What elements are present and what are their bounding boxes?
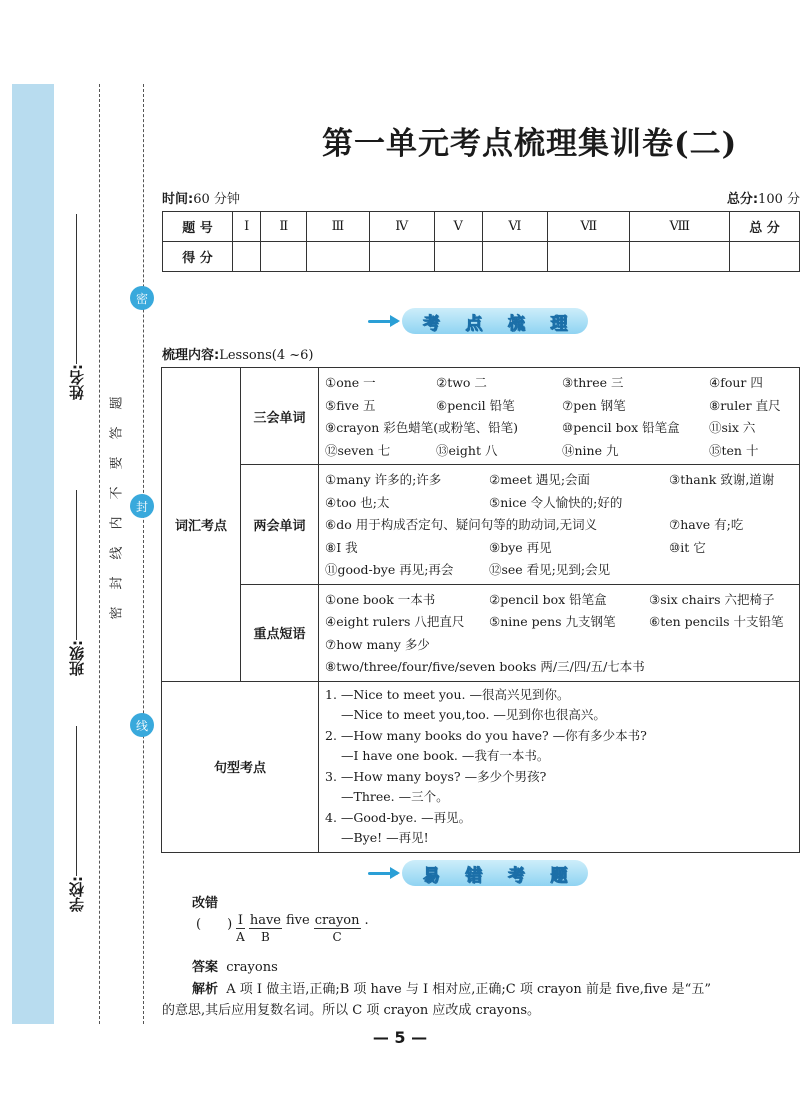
banner-char: 题 [550, 865, 568, 886]
class-label: 班级: [67, 640, 86, 676]
sentence-category: 句型考点 [162, 681, 319, 852]
seal-notice-char: 答 [109, 426, 125, 440]
score-col-6: Ⅵ [482, 212, 547, 242]
seal-notice-char: 线 [109, 546, 125, 560]
banner-char: 错 [465, 865, 483, 886]
two-skill-words [319, 465, 800, 585]
question-number-label: 题 号 [163, 212, 233, 242]
word-item: ⑧ruler 直尺 [709, 397, 781, 413]
analysis-label: 解析 [192, 982, 219, 997]
word-item: ④too 也;太 [325, 494, 390, 510]
word-item: ⑪six 六 [709, 420, 756, 436]
score-cell[interactable] [482, 242, 547, 272]
sentence-line: 1. —Nice to meet you. —很高兴见到你。 [325, 686, 570, 702]
word-item: ⑩it 它 [669, 539, 706, 555]
word-item: ⑬eight 八 [436, 442, 498, 458]
seal-notice-char: 不 [109, 486, 125, 500]
banner-char: 点 [465, 313, 483, 334]
score-col-4: Ⅳ [369, 212, 434, 242]
answer-label: 答案 [192, 960, 219, 975]
score-cell[interactable] [730, 242, 800, 272]
option-c-letter: C [332, 930, 342, 944]
arrow-icon [368, 312, 402, 330]
name-underline[interactable] [76, 214, 77, 364]
seal-notice-char: 密 [109, 606, 125, 620]
option-a-word: I [237, 913, 244, 928]
seal-notice-char: 题 [109, 396, 125, 410]
phrase-item: ②pencil box 铅笔盒 [489, 591, 607, 607]
total-value: 100 分 [758, 192, 800, 207]
seal-notice-char: 内 [109, 516, 125, 530]
score-value-row [163, 242, 800, 272]
seal-notice-char: 封 [109, 576, 125, 590]
name-field[interactable] [64, 214, 88, 400]
word-item: ⑥pencil 铅笔 [436, 397, 515, 413]
error-question [196, 913, 369, 945]
word-item: ⑩pencil box 铅笔盒 [562, 420, 680, 436]
page-title: 第一单元考点梳理集训卷(二) [322, 126, 738, 162]
sentence-word: five [286, 913, 310, 928]
sentence-patterns [319, 681, 800, 852]
binding-margin-band [12, 84, 54, 1024]
error-heading-text: 改错 [192, 896, 219, 911]
analysis-line [192, 978, 711, 997]
cut-line-outer [99, 84, 100, 1024]
score-col-8: Ⅷ [630, 212, 730, 242]
word-item: ⑫see 看见;见到;会见 [489, 562, 611, 578]
banner-char: 考 [507, 865, 525, 886]
word-item: ⑨crayon 彩色蜡笔(或粉笔、铅笔) [325, 420, 518, 436]
phrase-item: ③six chairs 六把椅子 [649, 591, 775, 607]
banner-char: 易 [422, 865, 440, 886]
review-table [161, 367, 800, 853]
score-cell[interactable] [233, 242, 261, 272]
option-b [249, 913, 282, 945]
section-banner-key-points [368, 306, 588, 336]
seal-circle-mi: 密 [130, 286, 154, 310]
key-phrases-label: 重点短语 [241, 584, 319, 681]
sentence-line: —I have one book. —我有一本书。 [341, 748, 550, 763]
score-col-5: Ⅴ [434, 212, 482, 242]
school-field[interactable] [64, 726, 88, 912]
word-item: ②meet 遇见;会面 [489, 472, 591, 488]
review-content [162, 344, 313, 363]
two-skill-label: 两会单词 [241, 465, 319, 585]
word-item: ②two 二 [436, 375, 487, 391]
word-item: ⑥do 用于构成否定句、疑问句等的助动词,无词义 [325, 517, 598, 533]
word-item: ①many 许多的;许多 [325, 472, 442, 488]
class-underline[interactable] [76, 490, 77, 640]
score-col-7: Ⅶ [548, 212, 630, 242]
time-value: 60 分钟 [193, 192, 240, 207]
score-cell[interactable] [630, 242, 730, 272]
word-item: ③three 三 [562, 375, 624, 391]
option-b-word: have [249, 913, 281, 928]
three-skill-label: 三会单词 [241, 368, 319, 465]
name-label: 姓名: [67, 364, 86, 400]
key-phrases [319, 584, 800, 681]
word-item: ⑮ten 十 [709, 442, 759, 458]
time-info [162, 188, 240, 207]
vocab-category: 词汇考点 [162, 368, 241, 682]
three-skill-words-row [162, 368, 800, 465]
seal-notice-char: 要 [109, 456, 125, 470]
score-col-1: Ⅰ [233, 212, 261, 242]
option-b-letter: B [261, 930, 270, 944]
key-phrases-row [162, 584, 800, 681]
word-item: ⑨bye 再见 [489, 539, 552, 555]
sentence-period: . [364, 913, 369, 928]
answer-bracket[interactable]: ( ) [196, 917, 233, 932]
school-label: 学校: [67, 876, 86, 912]
arrow-icon [368, 864, 402, 882]
word-item: ①one 一 [325, 375, 376, 391]
phrase-item: ⑤nine pens 九支钢笔 [489, 614, 616, 630]
score-col-3: Ⅲ [307, 212, 370, 242]
score-cell[interactable] [261, 242, 307, 272]
word-item: ⑭nine 九 [562, 442, 619, 458]
review-content-label: 梳理内容: [162, 348, 220, 363]
word-item: ④four 四 [709, 375, 763, 391]
analysis-text: A 项 I 做主语,正确;B 项 have 与 I 相对应,正确;C 项 crayon 前是 five,five 是“五” [226, 982, 711, 997]
sentence-line: 3. —How many boys? —多少个男孩? [325, 768, 547, 784]
three-skill-words [319, 368, 800, 465]
section-banner-error-prone [368, 858, 588, 888]
word-item: ⑤five 五 [325, 397, 376, 413]
score-header-row [163, 212, 800, 242]
score-cell[interactable] [548, 242, 630, 272]
banner-char: 理 [550, 313, 568, 334]
answer-value: crayons [226, 960, 278, 975]
cut-line-inner [143, 84, 144, 1024]
seal-notice [106, 388, 130, 628]
word-item: ③thank 致谢,道谢 [669, 472, 775, 488]
phrase-item: ⑦how many 多少 [325, 636, 430, 652]
option-c-word: crayon [314, 913, 360, 928]
word-item: ⑦have 有;吃 [669, 517, 744, 533]
seal-circle-feng: 封 [130, 494, 154, 518]
score-cell[interactable] [369, 242, 434, 272]
banner-char: 考 [422, 313, 440, 334]
sentence-line: —Three. —三个。 [341, 789, 449, 804]
score-cell[interactable] [307, 242, 370, 272]
word-item: ⑪good-bye 再见;再会 [325, 562, 454, 578]
time-label: 时间: [162, 192, 194, 207]
sentence-line: 2. —How many books do you have? —你有多少本书? [325, 727, 647, 743]
class-field[interactable] [64, 490, 88, 676]
page-number: — 5 — [372, 1028, 428, 1047]
sentence-line: 4. —Good-bye. —再见。 [325, 809, 472, 825]
word-item: ⑤nice 令人愉快的;好的 [489, 494, 623, 510]
phrase-item: ①one book 一本书 [325, 591, 436, 607]
sentence-row [162, 681, 800, 852]
school-underline[interactable] [76, 726, 77, 876]
option-a-letter: A [236, 930, 245, 944]
analysis-line-2: 的意思,其后应用复数名词。所以 C 项 crayon 应改成 crayons。 [162, 1003, 540, 1018]
phrase-item: ④eight rulers 八把直尺 [325, 614, 465, 630]
phrase-item: ⑧two/three/four/five/seven books 两/三/四/五/七本书 [325, 659, 645, 675]
review-content-value: Lessons(4 ~6) [219, 348, 314, 363]
score-table [162, 211, 800, 272]
option-a [236, 913, 245, 945]
word-item: ⑦pen 钢笔 [562, 397, 626, 413]
two-skill-words-row [162, 465, 800, 585]
option-c [314, 913, 361, 945]
error-heading [192, 892, 218, 911]
seal-circle-xian: 线 [130, 713, 154, 737]
total-info [727, 188, 800, 207]
banner-char: 梳 [507, 313, 525, 334]
score-cell[interactable] [434, 242, 482, 272]
total-label: 总分: [726, 192, 759, 207]
phrase-item: ⑥ten pencils 十支铅笔 [649, 614, 784, 630]
word-item: ⑧I 我 [325, 539, 358, 555]
score-col-2: Ⅱ [261, 212, 307, 242]
total-score-label: 总 分 [730, 212, 800, 242]
sentence-line: —Bye! —再见! [341, 830, 429, 845]
score-label: 得 分 [163, 242, 233, 272]
word-item: ⑫seven 七 [325, 442, 391, 458]
answer-line [192, 956, 278, 975]
sentence-line: —Nice to meet you,too. —见到你也很高兴。 [341, 707, 606, 722]
